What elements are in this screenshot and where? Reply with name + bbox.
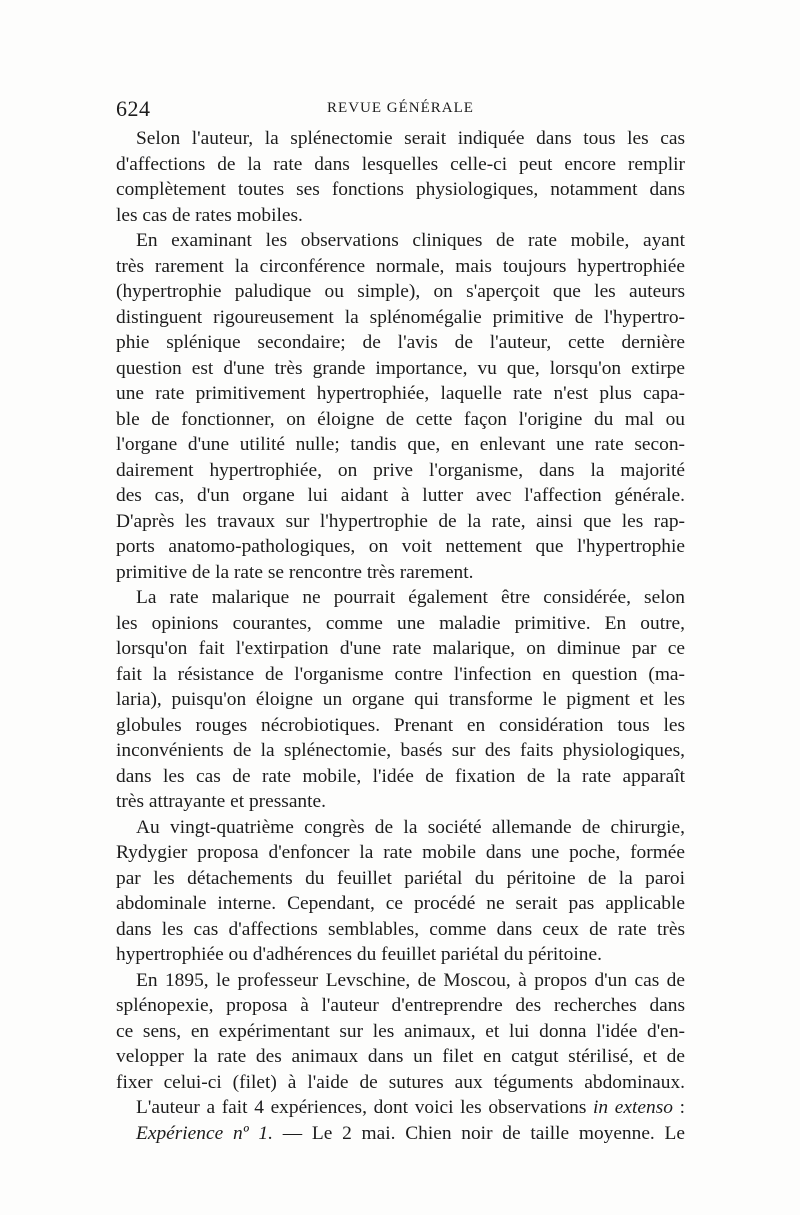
page-number: 624	[116, 96, 151, 121]
text-line: dairement hypertrophiée, on prive l'organisme, dans la majorité	[116, 459, 685, 481]
text-run: — Le 2 mai. Chien noir de taille moyenne. Le	[272, 1122, 685, 1144]
text-line: question est d'une très grande importance, vu que, lorsqu'on extirpe	[116, 357, 685, 379]
text-line: dans les cas de rate mobile, l'idée de fixation de la rate apparaît	[116, 765, 685, 787]
text-line: globules rouges nécrobiotiques. Prenant en considération tous les	[116, 714, 685, 736]
running-header	[116, 96, 685, 126]
text-line: les cas de rates mobiles.	[116, 204, 303, 226]
text-line: Rydygier proposa d'enfoncer la rate mobile dans une poche, formée	[116, 842, 685, 863]
text-line: ports anatomo-pathologiques, on voit nettement que l'hypertrophie	[116, 536, 685, 557]
text-line: En 1895, le professeur Levschine, de Moscou, à propos d'un cas de	[136, 969, 685, 991]
text-line	[116, 1121, 685, 1147]
text-line: ce sens, en expérimentant sur les animaux, et lui donna l'idée d'en-	[116, 1020, 685, 1042]
body-text	[116, 126, 685, 1146]
text-line: lorsqu'on fait l'extirpation d'une rate malarique, on diminue par ce	[116, 638, 685, 659]
text-line: (hypertrophie paludique ou simple), on s'aperçoit que les auteurs	[116, 281, 685, 302]
text-line: La rate malarique ne pourrait également être considérée, selon	[136, 587, 685, 608]
text-line: d'affections de la rate dans lesquelles celle-ci peut encore remplir	[116, 153, 685, 175]
text-line: distinguent rigoureusement la splénomégalie primitive de l'hypertro-	[116, 306, 685, 328]
text-line: par les détachements du feuillet pariétal du péritoine de la paroi	[116, 867, 685, 889]
text-line: hypertrophiée ou d'adhérences du feuillet pariétal du péritoine.	[116, 944, 602, 965]
text-line: En examinant les observations cliniques de rate mobile, ayant	[136, 230, 685, 251]
text-line: abdominale interne. Cependant, ce procédé ne serait pas applicable	[116, 893, 685, 914]
text-line: les opinions courantes, comme une maladie primitive. En outre,	[116, 612, 685, 634]
text-line: velopper la rate des animaux dans un filet en catgut stérilisé, et de	[116, 1046, 685, 1067]
text-line: primitive de la rate se rencontre très rarement.	[116, 561, 474, 583]
text-line: ble de fonctionner, on éloigne de cette façon l'origine du mal ou	[116, 408, 685, 430]
text-line: une rate primitivement hypertrophiée, laquelle rate n'est plus capa-	[116, 383, 685, 404]
text-line: très rarement la circonférence normale, mais toujours hypertrophiée	[116, 255, 685, 277]
text-run: L'auteur a fait 4 expériences, dont voici les observations	[136, 1097, 594, 1118]
text-line: des cas, d'un organe lui aidant à lutter avec l'affection générale.	[116, 485, 685, 506]
running-title: REVUE GÉNÉRALE	[327, 100, 474, 116]
italic-text-run: in extenso	[593, 1097, 673, 1118]
text-line	[116, 1095, 685, 1121]
text-line: très attrayante et pressante.	[116, 791, 326, 812]
text-line: fixer celui-ci (filet) à l'aide de sutures aux téguments abdominaux.	[116, 1071, 685, 1093]
text-line: l'organe d'une utilité nulle; tandis que, en enlevant une rate secon-	[116, 434, 685, 455]
text-line: phie splénique secondaire; de l'avis de l'auteur, cette dernière	[116, 332, 685, 353]
experiment-heading: Expérience nº 1.	[136, 1122, 273, 1144]
text-line: Au vingt-quatrième congrès de la société allemande de chirurgie,	[136, 816, 685, 838]
text-run: :	[672, 1097, 685, 1118]
text-line: complètement toutes ses fonctions physiologiques, notamment dans	[116, 179, 685, 200]
text-line: inconvénients de la splénectomie, basés sur des faits physiologiques,	[116, 740, 685, 761]
text-line: D'après les travaux sur l'hypertrophie de la rate, ainsi que les rap-	[116, 510, 685, 532]
text-line: fait la résistance de l'organisme contre l'infection en question (ma-	[116, 663, 685, 685]
text-line: dans les cas d'affections semblables, comme dans ceux de rate très	[116, 918, 685, 940]
text-line: Selon l'auteur, la splénectomie serait indiquée dans tous les cas	[136, 128, 685, 149]
text-line: splénopexie, proposa à l'auteur d'entreprendre des recherches dans	[116, 995, 685, 1016]
text-line: laria), puisqu'on éloigne un organe qui transforme le pigment et les	[116, 689, 685, 710]
